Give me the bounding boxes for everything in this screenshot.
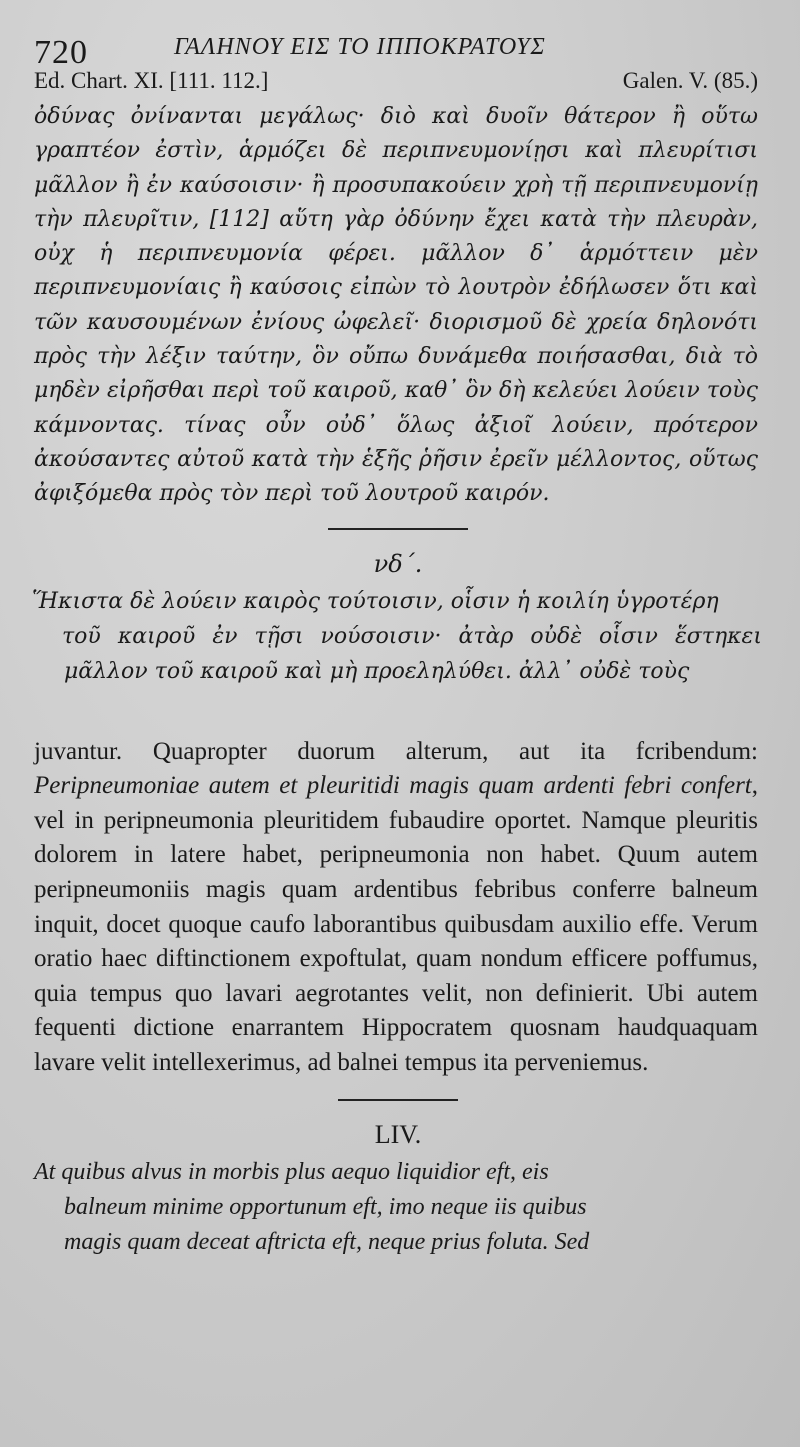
edition-reference-line bbox=[34, 66, 762, 100]
latin-commentary-paragraph bbox=[34, 735, 758, 1081]
latin-commentary-part2: , vel in peripneumonia pleuritidem fubaudire oportet. Namque pleuritis dolorem in latere habet, peripneumonia non habet. Quum autem peripneumoniis magis quam ardentibus febribus conferre balneum inquit, docet quoque caufo laborantibus quibusdam auxilio effe. Verum oratio haec diftinctionem expoftulat, quam nondum efficere poffumus, quia tempus quo lavari aegrotantes velit, non definierit. Ubi autem fequenti dictione enarrantem Hippocratem quosnam haudquaquam lavare velit intellexerimus, ad balnei tempus ita perveniemus. bbox=[34, 772, 758, 1076]
greek-commentary-text: ὀδύνας ὀνίνανται μεγάλως· διὸ καὶ δυοῖν θάτερον ἢ οὕτω γραπτέον ἐστὶν, ἁρμόζει δὲ περιπνευμονίῃσι καὶ πλευρίτισι μᾶλλον ἢ ἐν καύσοισιν· ἢ προσυπακούειν χρὴ τῇ περιπνευμονίῃ τὴν πλευρῖτιν, [112] αὕτη γὰρ ὀδύνην ἔχει κατὰ τὴν πλευρὰν, οὐχ ἡ περιπνευμονία φέρει. μᾶλλον δ᾽ ἁρμόττειν μὲν περιπνευμονίαις ἢ καύσοις εἰπὼν τὸ λουτρὸν ἐδήλωσεν ὅτι καὶ τῶν καυσουμένων ἐνίους ὠφελεῖ· διορισμοῦ δὲ χρεία δηλονότι πρὸς τὴν λέξιν ταύτην, ὃν οὔπω δυνάμεθα ποιήσασθαι, διὰ τὸ μηδὲν εἰρῆσθαι περὶ τοῦ καιροῦ, καθ᾽ ὃν δὴ κελεύει λούειν τοὺς κάμνοντας. τίνας οὖν οὐδ᾽ ὅλως ἀξιοῖ λούειν, πρότερον ἀκούσαντες αὐτοῦ κατὰ τὴν ἑξῆς ῥῆσιν ἐρεῖν μέλλοντος, οὕτως ἀφιξόμεθα πρὸς τὸν περὶ τοῦ λουτροῦ καιρόν. bbox=[34, 104, 758, 507]
page-header bbox=[34, 26, 762, 71]
latin-lemma bbox=[34, 1155, 762, 1260]
latin-lemma-line: At quibus alvus in morbis plus aequo liquidior eft, eis bbox=[34, 1158, 549, 1185]
section-divider-latin bbox=[338, 1099, 458, 1101]
latin-lemma-line: balneum minime opportunum eft, imo neque iis quibus bbox=[64, 1193, 587, 1220]
latin-section-number: LIV. bbox=[374, 1119, 422, 1149]
page-number: 720 bbox=[34, 34, 88, 71]
latin-lemma-line: magis quam deceat aftricta eft, neque prius foluta. Sed bbox=[64, 1228, 590, 1255]
latin-commentary-quote: Peripneumoniae autem et pleuritidi magis quam ardenti febri confert bbox=[34, 772, 752, 800]
section-divider bbox=[328, 528, 468, 530]
greek-lemma-first-line: Ἥκιστα δὲ λούειν καιρὸς τούτοισιν, οἷσιν ἡ κοιλίη ὑγροτέρη bbox=[32, 588, 719, 614]
latin-commentary-part1: juvantur. Quapropter duorum alterum, aut ita fcribendum: bbox=[34, 737, 758, 765]
latin-commentary bbox=[34, 735, 762, 1081]
greek-commentary bbox=[34, 100, 762, 512]
running-head: ΓΑΛΗΝΟΥ ΕΙΣ ΤΟ ΙΠΠΟΚΡΑΤΟΥΣ bbox=[174, 34, 546, 60]
edition-chartier-ref: Ed. Chart. XI. [111. 112.] bbox=[34, 68, 269, 93]
greek-lemma-continuation: τοῦ καιροῦ ἐν τῇσι νούσοισιν· ἀτὰρ οὐδὲ οἷσιν ἕστηκει μᾶλλον τοῦ καιροῦ καὶ μὴ προεληλύθει. ἀλλ᾽ οὐδὲ τοὺς bbox=[62, 623, 762, 684]
edition-galen-ref: Galen. V. (85.) bbox=[622, 68, 758, 93]
greek-section-number: νδ´. bbox=[373, 549, 423, 578]
greek-lemma bbox=[34, 584, 762, 689]
